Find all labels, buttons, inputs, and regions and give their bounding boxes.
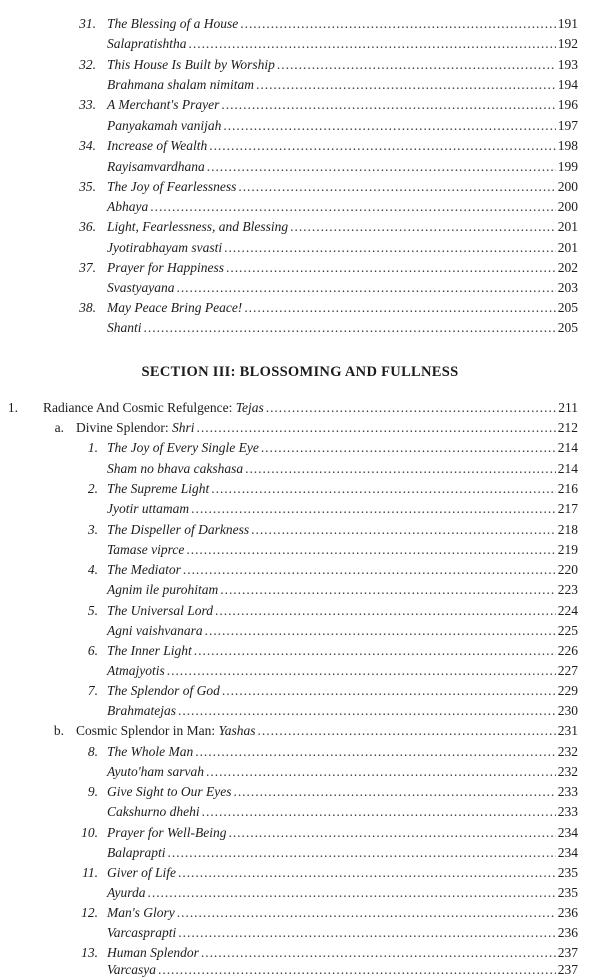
entry-title: Prayer for Well-Being	[107, 825, 227, 840]
dot-leader	[205, 621, 556, 641]
toc-entry[interactable]	[107, 298, 578, 318]
subentry-title: Brahmana shalam nimitam	[107, 77, 255, 92]
page-number: 223	[557, 582, 578, 597]
entry-number: 3.	[87, 522, 98, 537]
dot-leader	[148, 883, 556, 903]
subentry-title: Balaprapti	[107, 845, 166, 860]
toc-subsection[interactable]	[76, 721, 578, 741]
toc-subentry[interactable]	[107, 318, 578, 338]
page-number: 193	[557, 57, 578, 72]
page-number: 201	[557, 219, 578, 234]
page-number: 198	[557, 138, 578, 153]
dot-leader	[158, 960, 556, 980]
entry-number: 10.	[81, 825, 98, 840]
subentry-title: Jyotir uttamam	[107, 501, 190, 516]
section-heading: SECTION III: BLOSSOMING AND FULLNESS	[141, 364, 459, 380]
toc-chapter[interactable]	[43, 398, 578, 418]
dot-leader	[290, 217, 556, 237]
entry-number: 33.	[79, 97, 96, 112]
dot-leader	[207, 157, 556, 177]
toc-entry[interactable]	[107, 217, 578, 237]
page-number: 205	[557, 300, 578, 315]
dot-leader	[222, 681, 556, 701]
toc-subentry[interactable]	[107, 116, 578, 136]
dot-leader	[194, 641, 556, 661]
dot-leader	[183, 560, 556, 580]
dot-leader	[266, 398, 557, 418]
entry-title: The Splendor of God	[107, 683, 220, 698]
dot-leader	[144, 318, 556, 338]
toc-subentry[interactable]	[107, 580, 578, 600]
page-number: 219	[557, 542, 578, 557]
page-number: 232	[557, 764, 578, 779]
dot-leader	[197, 418, 556, 438]
toc-entry[interactable]	[107, 742, 578, 762]
dot-leader	[240, 14, 556, 34]
entry-title: The Joy of Every Single Eye	[107, 440, 259, 455]
dot-leader	[261, 438, 556, 458]
subentry-title: Abhaya	[107, 199, 149, 214]
dot-leader	[176, 278, 555, 298]
entry-title: The Blessing of a House	[107, 16, 239, 31]
page-number: 230	[557, 703, 578, 718]
page-number: 225	[557, 623, 578, 638]
toc-subentry[interactable]	[107, 661, 578, 681]
page-number: 233	[557, 784, 578, 799]
entry-number: 32.	[79, 57, 96, 72]
page-number: 201	[557, 240, 578, 255]
entry-number: 34.	[79, 138, 96, 153]
dot-leader	[189, 34, 556, 54]
dot-leader	[202, 802, 556, 822]
subentry-title: Agni vaishvanara	[107, 623, 203, 638]
page-number: 237	[557, 962, 578, 977]
entry-number: 35.	[79, 179, 96, 194]
toc-entry[interactable]	[107, 55, 578, 75]
entry-title: The Whole Man	[107, 744, 194, 759]
toc-entry[interactable]	[107, 782, 578, 802]
toc-subentry[interactable]	[107, 75, 578, 95]
page-number: 216	[557, 481, 578, 496]
entry-title: Give Sight to Our Eyes	[107, 784, 232, 799]
dot-leader	[211, 479, 556, 499]
subentry-title: Jyotirabhayam svasti	[107, 240, 223, 255]
page-number: 191	[557, 16, 578, 31]
dot-leader	[258, 721, 556, 741]
page-number: 220	[557, 562, 578, 577]
page-number: 224	[557, 603, 578, 618]
page-number: 236	[557, 925, 578, 940]
dot-leader	[223, 116, 555, 136]
entry-number: 9.	[87, 784, 98, 799]
toc-entry[interactable]	[107, 177, 578, 197]
page-number: 205	[557, 320, 578, 335]
dot-leader	[277, 55, 556, 75]
page-number: 227	[557, 663, 578, 678]
entry-title: Light, Fearlessness, and Blessing	[107, 219, 289, 234]
entry-title: Man's Glory	[107, 905, 175, 920]
page-number: 203	[557, 280, 578, 295]
entry-number: 6.	[87, 643, 98, 658]
entry-number: 4.	[87, 562, 98, 577]
entry-title: The Universal Lord	[107, 603, 214, 618]
page-number: 214	[557, 461, 578, 476]
entry-number: 7.	[87, 683, 98, 698]
toc-subentry[interactable]	[107, 621, 578, 641]
toc-entry[interactable]	[107, 520, 578, 540]
entry-number: 11.	[82, 865, 98, 880]
subentry-title: Brahmatejas	[107, 703, 176, 718]
toc-subentry[interactable]	[107, 701, 578, 721]
toc-entry[interactable]	[107, 479, 578, 499]
dot-leader	[167, 661, 556, 681]
entry-number: 31.	[79, 16, 96, 31]
subentry-title: Panyakamah vanijah	[107, 118, 222, 133]
page-number: 200	[557, 179, 578, 194]
subentry-title: Agnim ile purohitam	[107, 582, 219, 597]
entry-number: 38.	[79, 300, 96, 315]
toc-subentry[interactable]	[107, 762, 578, 782]
chapter-title-term: Tejas	[235, 400, 264, 415]
page-number: 199	[557, 159, 578, 174]
toc-subentry[interactable]	[107, 197, 578, 217]
subentry-title: Varcasya	[107, 962, 156, 977]
subentry-title: Tamase viprce	[107, 542, 185, 557]
subentry-title: Atmajyotis	[107, 663, 165, 678]
dot-leader	[251, 520, 556, 540]
subsection-title-text: Cosmic Splendor in Man:	[76, 723, 219, 738]
dot-leader	[233, 782, 555, 802]
page-number: 217	[557, 501, 578, 516]
toc-entry[interactable]	[107, 95, 578, 115]
entry-title: Prayer for Happiness	[107, 260, 224, 275]
entry-number: 2.	[87, 481, 98, 496]
entry-number: 8.	[87, 744, 98, 759]
page-number: 234	[557, 845, 578, 860]
subsection-title-term: Yashas	[218, 723, 256, 738]
page-number: 194	[557, 77, 578, 92]
toc-subentry[interactable]	[107, 34, 578, 54]
toc-subentry[interactable]	[107, 459, 578, 479]
subentry-title: Ayurda	[107, 885, 146, 900]
dot-leader	[168, 843, 556, 863]
toc-entry[interactable]	[107, 14, 578, 34]
page-number: 231	[557, 723, 578, 738]
toc-subentry[interactable]	[107, 499, 578, 519]
toc-subentry[interactable]	[107, 923, 578, 943]
toc-subentry[interactable]	[107, 278, 578, 298]
page-number: 233	[557, 804, 578, 819]
page-number: 235	[557, 865, 578, 880]
toc-subentry[interactable]	[107, 883, 578, 903]
toc-subsection[interactable]	[76, 418, 578, 438]
toc-subentry[interactable]	[107, 960, 578, 980]
dot-leader	[256, 75, 556, 95]
dot-leader	[186, 540, 555, 560]
page-number: 218	[557, 522, 578, 537]
toc-subentry[interactable]	[107, 540, 578, 560]
entry-title: The Dispeller of Darkness	[107, 522, 250, 537]
entry-title: May Peace Bring Peace!	[107, 300, 243, 315]
subentry-title: Salapratishtha	[107, 36, 187, 51]
entry-title: The Supreme Light	[107, 481, 210, 496]
subentry-title: Shanti	[107, 320, 142, 335]
page-number: 212	[557, 420, 578, 435]
subentry-title: Svastyayana	[107, 280, 175, 295]
subsection-letter: a.	[54, 420, 64, 435]
toc-entry[interactable]	[107, 560, 578, 580]
entry-title: The Inner Light	[107, 643, 192, 658]
dot-leader	[221, 95, 555, 115]
dot-leader	[238, 177, 555, 197]
dot-leader	[195, 742, 556, 762]
page-number: 202	[557, 260, 578, 275]
entry-title: Giver of Life	[107, 865, 176, 880]
chapter-title	[43, 398, 264, 418]
dot-leader	[206, 762, 556, 782]
dot-leader	[177, 903, 556, 923]
page-number: 214	[557, 440, 578, 455]
entry-title: The Mediator	[107, 562, 181, 577]
entry-title: This House Is Built by Worship	[107, 57, 275, 72]
page-number: 234	[557, 825, 578, 840]
dot-leader	[191, 499, 556, 519]
chapter-title-text: Radiance And Cosmic Refulgence:	[43, 400, 236, 415]
entry-number: 12.	[81, 905, 98, 920]
entry-title: Human Splendor	[107, 945, 199, 960]
dot-leader	[228, 823, 555, 843]
page-number: 211	[558, 400, 578, 415]
entry-title: Increase of Wealth	[107, 138, 208, 153]
page-number: 197	[557, 118, 578, 133]
dot-leader	[244, 298, 555, 318]
entry-number: 37.	[79, 260, 96, 275]
page-number: 235	[557, 885, 578, 900]
dot-leader	[224, 238, 556, 258]
dot-leader	[150, 197, 556, 217]
subentry-title: Varcasprapti	[107, 925, 177, 940]
page-number: 237	[557, 945, 578, 960]
entry-number: 1.	[87, 440, 98, 455]
entry-title: The Joy of Fearlessness	[107, 179, 237, 194]
page-number: 200	[557, 199, 578, 214]
toc-entry[interactable]	[107, 136, 578, 156]
entry-number: 5.	[87, 603, 98, 618]
toc-entry[interactable]	[107, 681, 578, 701]
subentry-title: Sham no bhava cakshasa	[107, 461, 244, 476]
subsection-title	[76, 721, 256, 741]
page-number: 192	[557, 36, 578, 51]
subsection-title-term: Shri	[172, 420, 195, 435]
toc-subentry[interactable]	[107, 157, 578, 177]
dot-leader	[215, 601, 556, 621]
toc-subentry[interactable]	[107, 238, 578, 258]
dot-leader	[245, 459, 556, 479]
page-number: 196	[557, 97, 578, 112]
dot-leader	[209, 136, 556, 156]
toc-entry[interactable]	[107, 258, 578, 278]
dot-leader	[226, 258, 556, 278]
toc-entry[interactable]	[107, 903, 578, 923]
subentry-title: Ayuto'ham sarvah	[107, 764, 205, 779]
subsection-title	[76, 418, 195, 438]
toc-entry[interactable]	[107, 823, 578, 843]
dot-leader	[178, 863, 556, 883]
dot-leader	[220, 580, 556, 600]
toc-entry[interactable]	[107, 863, 578, 883]
toc-subentry[interactable]	[107, 843, 578, 863]
dot-leader	[178, 701, 556, 721]
entry-number: 13.	[81, 945, 98, 960]
chapter-number: 1.	[7, 400, 18, 415]
subentry-title: Cakshurno dhehi	[107, 804, 200, 819]
subsection-title-text: Divine Splendor:	[76, 420, 172, 435]
toc-entry[interactable]	[107, 641, 578, 661]
toc-entry[interactable]	[107, 601, 578, 621]
entry-number: 36.	[79, 219, 96, 234]
page-number: 236	[557, 905, 578, 920]
toc-subentry[interactable]	[107, 802, 578, 822]
subsection-letter: b.	[53, 723, 64, 738]
toc-entry[interactable]	[107, 438, 578, 458]
page-number: 226	[557, 643, 578, 658]
page-number: 229	[557, 683, 578, 698]
subentry-title: Rayisamvardhana	[107, 159, 205, 174]
entry-title: A Merchant's Prayer	[107, 97, 220, 112]
dot-leader	[178, 923, 555, 943]
page-number: 232	[557, 744, 578, 759]
